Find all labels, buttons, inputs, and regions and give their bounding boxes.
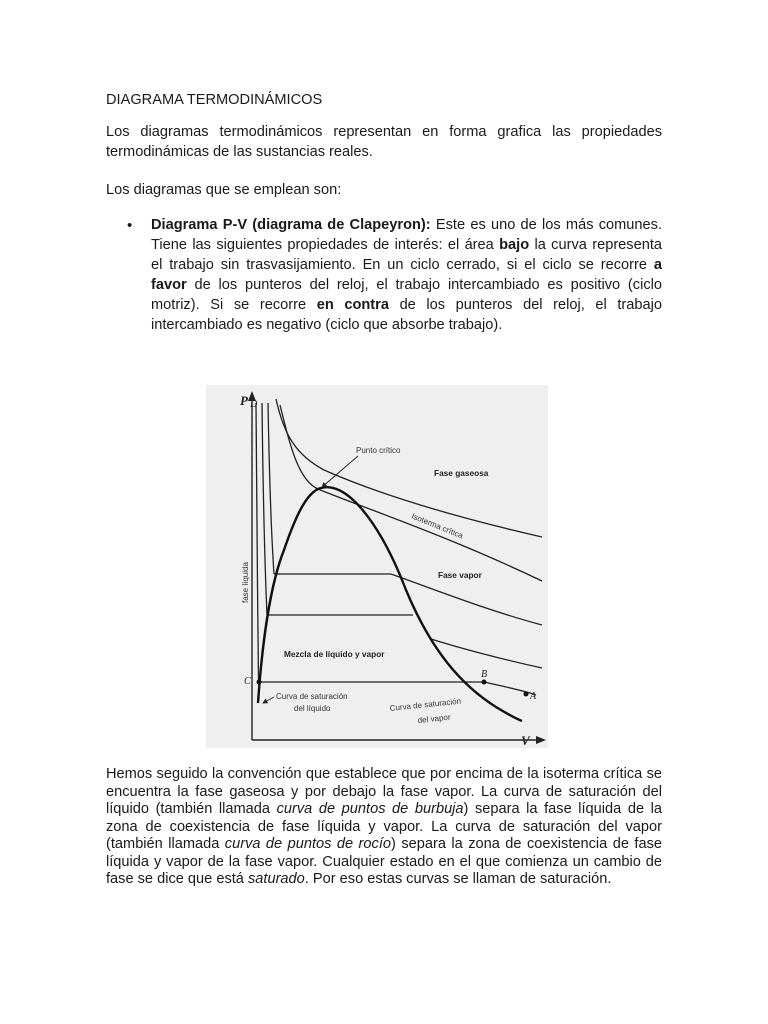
para-text-1: Hemos seguido la convención que establece que por encima de la isoterma crítica se encuentra la fase gaseosa y por debajo la fase vapor. La curva de saturación del líquido (también llamada (106, 766, 662, 817)
punto-critico-label: Punto crítico (356, 446, 401, 455)
para-text-4: . Por eso estas curvas se llaman de saturación. (304, 871, 612, 887)
axis-v-label: V (521, 733, 530, 748)
point-a-dot (524, 692, 529, 697)
fase-liquida-label: fase líquida (241, 562, 250, 603)
point-b-label: B (481, 669, 488, 680)
curva-liquido-line1: Curva de saturación (276, 692, 348, 701)
liquid-isotherm-3 (268, 403, 274, 574)
bullet-item-clapeyron (151, 215, 662, 335)
bullet-text-3: de los punteros del reloj, el trabajo intercambiado es positivo (ciclo motriz). Si se recorre (151, 277, 662, 313)
isoterma-critica-label: Isoterma crítica (410, 511, 465, 541)
list-intro: Los diagramas que se emplean son: (106, 182, 342, 198)
explanation-paragraph (106, 766, 662, 889)
v-axis-arrow (536, 736, 546, 744)
curva-liquido-leader (263, 697, 274, 703)
point-c-dot (257, 680, 262, 685)
para-text-2: ) separa la fase líquida de la zona de coexistencia de fase líquida y vapor. La curva de saturación del vapor (también llamada (106, 801, 662, 852)
liquid-isotherm-2 (262, 403, 267, 615)
para-text-3: ) separa la zona de coexistencia de fase líquida y vapor de la fase vapor. Cualquier estado en el que comienza un cambio de fase se dice que está (106, 836, 663, 887)
bullet-text-2: la curva representa el trabajo sin trasvasijamiento. En un ciclo cerrado, si el ciclo se recorre (151, 237, 662, 273)
critical-isotherm (280, 405, 542, 581)
fase-gaseosa-label: Fase gaseosa (434, 468, 489, 478)
point-a-label: A (530, 691, 537, 702)
bullet-heading: Diagrama P-V (diagrama de Clapeyron): (151, 217, 431, 233)
bullet-text-4: de los punteros del reloj, el trabajo intercambiado es negativo (ciclo que absorbe trabajo). (151, 297, 662, 333)
bold-bajo: bajo (499, 237, 530, 253)
pv-diagram-figure (206, 385, 548, 748)
isotherm-vapor-1 (391, 574, 542, 625)
pv-diagram-svg (206, 385, 548, 748)
axis-p-label: P (240, 393, 248, 408)
fase-vapor-label: Fase vapor (438, 570, 482, 580)
curva-liquido-line2: del líquido (294, 704, 331, 713)
bold-a-favor: a favor (151, 257, 662, 293)
curva-vapor-line2: del vapor (417, 712, 451, 725)
point-b-dot (482, 680, 487, 685)
italic-saturado: saturado (247, 871, 305, 887)
point-d-label: D (250, 399, 258, 410)
curva-vapor-line1: Curva de saturación (389, 696, 462, 713)
document-title: DIAGRAMA TERMODINÁMICOS (106, 92, 323, 108)
italic-burbuja: curva de puntos de burbuja (276, 801, 464, 817)
liquid-isotherm-1 (256, 403, 259, 682)
bullet-text-1: Este es uno de los más comunes. Tiene las siguientes propiedades de interés: el área (151, 217, 662, 253)
point-c-label: C (244, 676, 251, 687)
bold-en-contra: en contra (316, 297, 389, 313)
bullet-marker: • (127, 217, 133, 234)
intro-paragraph: Los diagramas termodinámicos representan en forma grafica las propiedades termodinámicas de las sustancias reales. (106, 124, 662, 160)
italic-rocio: curva de puntos de rocío (224, 836, 392, 852)
high-isotherm (276, 399, 542, 537)
mezcla-label: Mezcla de líquido y vapor (284, 649, 385, 659)
